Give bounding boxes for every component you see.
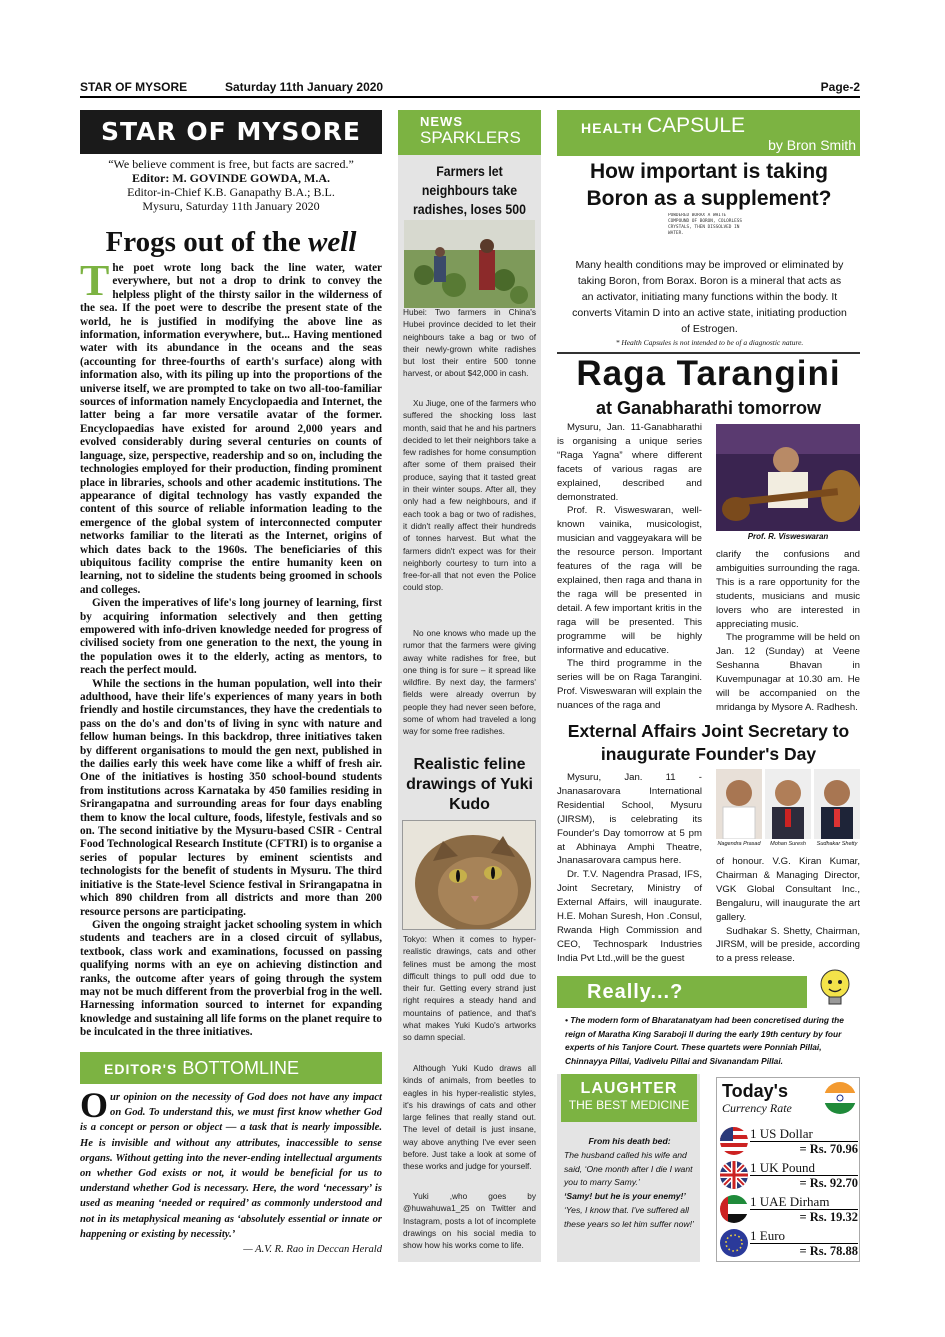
laughter-line: From his death bed: [588,1136,671,1146]
editor-in-chief-line: Editor-in-Chief K.B. Ganapathy B.A.; B.L. [127,185,335,199]
raga-col-2 [716,548,860,715]
editorial-paragraph: While the sections in the human population, well into their adulthood, have their life's experiences of many years in both friendly and hostile circumstances, they have the credentials to pass on the do's and don'ts of living in sync with nature and fellow human beings. In this backdrop, three initiatives taken by different organisations to mould the gen next, published in the dailies early this week have come like a whiff of fresh air. One of the initiatives is hosting 350 school-bound students from institutions across Karnataka by 450 families residing in Srirangapatna and surrounding areas for four days enabling them to know the local culture, foods, lifestyle, festivals and so on. The second initiative by the Mysuru-based CSIR - Central Food Technological Research Institute (CFTRI) is to organise a series of popular lectures by eminent scientists and technologists for the benefit of students in Mysuru. The third initiative is the State-level Science festival in Srirangapatna in which 890 children from all districts and more than 200 resource persons are participating. [80,677,382,918]
sparkler-text-1b: Xu Jiuge, one of the farmers who suffered the shocking loss last month, said that he and his partners decided to let their neighbors take a few radishes for home consumption after some of them praised their produce, saying that it tasted great in their winter soups. After all, they only had a few neighbours, and if each took a bag or two of radishes, it didn't really affect their hundreds of tonnes harvest. But what the farmers didn't expect was for their neighborly courtesy to turn into a free-for-all that not even the Police could stop. [403,398,536,593]
health-label-rest: CAPSULE [647,114,746,137]
laughter-line: The husband called his wife and said, ‘One month after I die I want you to marry Samy.’ [564,1149,693,1188]
editorial-paragraph: he poet wrote long back the line water, water everywhere, but not a drop to drink to convey the helpless plight of the thirsty sailor in the wilderness of the sea. If the poet were to describe the present state of the world, he is justified in modifying the above line as information, information everywhere, but... Having mentioned water with its abundance in the oceans and the seas (accounting for three-fourths of earth's surface) along with information also, with its piling up into the proportions of the universe itself, we are prompted to take on two all-too-familiar sources of information namely Encyclopaedia and Internet, the latter being a far more versatile avatar of the former. Encyclopaedias have existed for around 2,000 years and evolved considerably during several centuries on counts of language, size, perspective, readership and so on, including the technologies employed for their production, finding prominent place in libraries, schools and other academic institutions. The appearance of digital technology has vastly expanded the content of this source of reliable information leading to the emergence of the global system of interconnected computer networks familiar to the literati as the Internet, origins of which dates back to the 1960s. The beneficiaries of this ubiquitous facility comprise the entire humanity keen on learning, not to sideline the students being groomed in schools and colleges. [80,262,382,596]
editor-line: Editor: M. GOVINDE GOWDA, M.A. [132,171,330,185]
rate-value: = Rs. 19.32 [799,1210,858,1224]
sparkler-text-1a: Hubei: Two farmers in China's Hubei province decided to let their neighbours take a bag or two of their newly-grown white radishes but lost their entire 500 tonne harvest, or about $42,000 in cash. [403,307,536,379]
founders-day-photos [716,769,860,849]
editorial-paragraph: Given the imperatives of life's long journey of learning, first by acquiring information selectively and then getting empowered with info-driven knowledge needed for progress of civilised society from one generation to the next, the young in the population owes it to the elderly, acting as mentors, to reach the perfect mould. [80,597,382,677]
sparkler-title-2: Realistic feline drawings of Yuki Kudo [406,756,533,813]
photo-sudhakar [814,769,860,839]
sparkler-text-2b: Although Yuki Kudo draws all kinds of animals, from beetles to eagles in his hyper-realistic styles, it's his drawings of cats and other large felines that really stand out. The level of detail is just insane, way above anything I've ever seen before. Just take a look at some of these works and judge for yourself. [403,1063,536,1172]
laughter-label-top: LAUGHTER [580,1080,678,1097]
health-disclaimer: * Health Capsules is not intended to be of a diagnostic nature. [615,338,804,347]
rate-value: = Rs. 92.70 [799,1176,858,1190]
rate-label: 1 Euro [750,1228,786,1243]
laughter-line: ‘Yes, I know that. I've suffered all these years so let him suffer now!’ [564,1204,694,1229]
raga-paragraph: Mysuru, Jan. 11-Ganabharathi is organising a unique series “Raga Yagna” where different facets of various ragas are explained, described and demonstrated. [557,422,702,503]
bottomline-text [80,1085,382,1257]
headline-italic: well [308,226,357,258]
laughter-text [564,1135,695,1232]
bottomline-body: ur opinion on the necessity of God does not have any impact on God. To understand this, we must first know whether God is a concept or person or object — a task that is nearly impossible. He is invisible and without any attributes, inaccessible to sense organs. Without getting into the never-ending intellectual arguments on whether God exists or not, it would be beneficial for us to understand whether God is necessary. Here, the word ‘necessary’ is used as meaning ‘needed or required’ as commonly understood and not in its metaphysical meaning as ‘absolutely essential or innate or happening or existing by necessity.’ [80,1092,382,1240]
really-text: • The modern form of Bharatanatyam had been concretised during the reign of Maratha King Saraboji II during the early 19th century by four experts of his Tanjore Court. These quartets were Ponniah Pillai, Chinnayya Pillai, Vadivelu Pillai and Sivanandam Pillai. [565,1015,844,1066]
raga-title: Raga Tarangini [576,354,841,393]
health-text: Many health conditions may be improved or eliminated by taking Boron, from Borax. Boron is a mineral that acts as an activator, initiating many functions within the body. It converts Vitamin D into an active state, initiating production of Estrogen. [572,259,847,335]
rate-label: 1 US Dollar [750,1126,813,1141]
eu-flag-icon [720,1229,748,1257]
laughter-label-bottom: THE BEST MEDICINE [568,1098,690,1112]
bottomline-label-bold: EDITOR'S [104,1061,178,1077]
external-paragraph: Mysuru, Jan. 11 - Jnanasarovara International Residential School, Mysuru (JIRSM), is celebrating its Founder's Day tomorrow at 5 pm at Abhinaya Amphi Theatre, Jnanasarovara campus here. [557,772,702,867]
sparklers-label [398,110,541,155]
news-sparklers-column [398,110,541,1262]
health-label-bold: HEALTH [581,120,643,136]
raga-paragraph: The programme will be held on Jan. 12 (Sunday) at Veene Seshanna Bhavan in Kuvempunagar at 10.30 am. He will be accompanied on the mridanga by Mysore A. Radhesh. [716,632,860,713]
currency-list [718,1124,858,1264]
health-byline: by Bron Smith [768,137,856,153]
raga-photo-caption: Prof. R. Visweswaran [747,532,829,541]
masthead-logo: STAR OF MYSORE [80,110,382,154]
raga-paragraph: The third programme in the series will be on Raga Tarangini. Prof. Visweswaran will explain the nuances of the raga and [557,658,702,712]
currency-title: Today's [722,1081,788,1101]
laughter-label [561,1074,697,1122]
sparkler-text-2a: Tokyo: When it comes to hyper-realistic drawings, cats and other felines must be among the most difficult things to pull odd due to their fur. Getting every strand just right requires a steady hand and mountains of patience, and that's what makes Yuki Kudo's artworks so damn special. [403,934,536,1043]
external-paragraph: of honour. V.G. Kiran Kumar, Chairman & Managing Director, VGK Global Consultant Inc., Bengaluru, will inaugurate the art gallery. [716,856,860,923]
photo-caption: Mohan Suresh [770,841,806,847]
photo-nagendra [716,769,762,839]
photo-caption: Nagendra Prasad [717,841,761,847]
rate-value: = Rs. 70.96 [799,1142,858,1156]
sparkler-text-2c: Yuki ,who goes by @huwahuwa1_25 on Twitter and Instagram, posts a lot of incomplete drawings on his social media to show how his works come to life. [403,1191,536,1251]
health-title: How important is taking Boron as a supplement? [586,160,832,210]
lightbulb-icon [815,966,859,1010]
headline-text: Frogs out of the [105,226,309,258]
rate-row-gbp [718,1158,858,1192]
dropcap: T [80,256,110,305]
page-header [80,78,860,98]
india-flag-icon [824,1082,856,1114]
photo-caption: Sudhakar Shetty [816,841,858,847]
us-flag-icon [720,1127,748,1155]
editorial-body [80,256,382,1040]
really-body: The modern form of Bharatanatyam had been concretised during the reign of Maratha King Saraboji II during the early 19th century by four experts of his Tanjore Court. These quartets were Ponniah Pillai, Chinnayya Pillai, Vadivelu Pillai and Sivanandam Pillai. [565,1015,844,1066]
editorial-headline [80,226,382,259]
editorial-paragraph: Given the ongoing straight jacket schooling system in which students and teachers are in a closed circuit of syllabus, textbook, class work and examinations, focussed on passing qualifying norms with an eye on achieving distinction and ranks, the outcome after years of going through the system may not be much different from the proverbial frog in the well. Harnessing information sourced to internet for expanding knowledge and sustaining all life forms on the planet require to be inculcated in the three initiatives. [80,918,382,1039]
rate-row-aed [718,1192,858,1226]
paper-name: STAR OF MYSORE [80,80,188,94]
bottomline-label [80,1052,382,1084]
boron-cartoon: POWDERED BORAX A WHITE COMPOUND OF BORON, COLORLESS CRYSTALS, THEN DISSOLVED IN WATER. [668,213,743,236]
rate-value: = Rs. 78.88 [799,1244,858,1258]
bottomline-dropcap: O [80,1085,109,1125]
rate-label: 1 UAE Dirham [750,1194,830,1209]
cat-drawing-photo [402,820,536,930]
currency-subtitle: Currency Rate [722,1101,792,1115]
bottomline-label-rest: BOTTOMLINE [177,1058,299,1078]
bottomline-credit: — A.V. R. Rao in Deccan Herald [243,1244,382,1256]
rate-row-eur [718,1226,858,1260]
external-col-2 [716,855,860,966]
rate-label: 1 UK Pound [750,1160,816,1175]
place-date-line: Mysuru, Saturday 11th January 2020 [142,199,320,213]
external-title: External Affairs Joint Secretary to inaugurate Founder's Day [567,721,850,764]
uk-flag-icon [720,1161,748,1189]
external-paragraph: Sudhakar S. Shetty, Chairman, JIRSM, will be preside, according to a press release. [716,925,860,965]
radish-photo [404,220,535,308]
raga-paragraph: clarify the confusions and ambiguities surrounding the raga. This is a rare opportunity for the students, musicians and music lovers who are interested in appreciating music. [716,549,860,630]
motto: “We believe comment is free, but facts are sacred.” [108,157,354,171]
sparklers-label-bottom: SPARKLERS [420,128,521,147]
uae-flag-icon [720,1195,748,1223]
external-paragraph: Dr. T.V. Nagendra Prasad, IFS, Joint Secretary, Ministry of External Affairs, will inaugurate. H.E. Mohan Suresh, Hon .Consul, Rwanda High Commission and CEO, Technospark Industries India Pvt Ltd.,will be the guest [557,869,702,964]
raga-subtitle: at Ganabharathi tomorrow [595,398,822,418]
sparkler-text-1c: No one knows who made up the rumor that the farmers were giving away white radishes for free, but one thing is for sure – it spread like wildfire. By next day, the farmers' fields were already overrun by people they had never seen before, some of whom had traveled a long way for some free radishes. [403,628,536,737]
raga-paragraph: Prof. R. Visweswaran, well-known vainika, musicologist, musician and vaggeyakara will be the resource person. Important features of the raga will be explained, then raga and thana in the raga will be presented in detail. A few important kritis in the raga will be presented. This programme will be highly informative and educative. [557,505,702,656]
masthead-info [80,157,382,213]
visweswaran-photo [716,424,860,531]
issue-date: Saturday 11th January 2020 [225,80,384,94]
page-number: Page-2 [820,80,860,94]
photo-mohan [765,769,811,839]
health-capsule-label [557,110,860,156]
rate-row-usd [718,1124,858,1158]
raga-col-1 [557,421,702,713]
external-col-1 [557,771,702,966]
sparkler-title-1: Farmers let neighbours take radishes, loses 500 [412,163,526,217]
sparklers-label-top: NEWS [420,114,463,129]
laughter-line: ‘Samy! but he is your enemy!’ [564,1191,686,1202]
really-label: Really...? [557,976,807,1008]
